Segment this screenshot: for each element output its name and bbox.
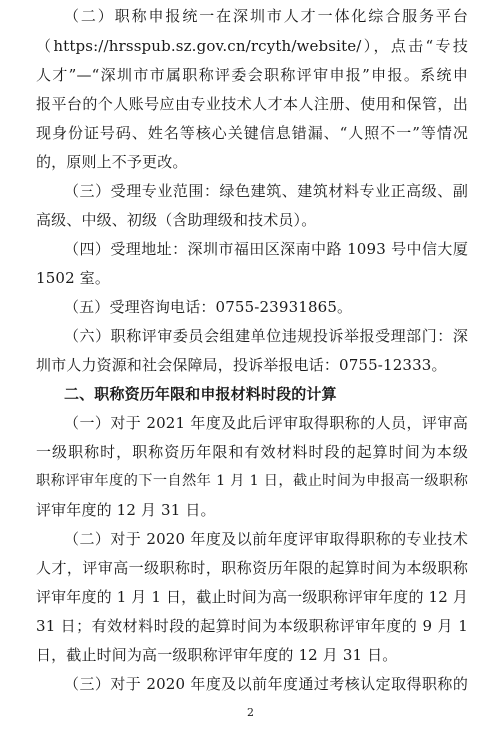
- paragraph-line: 人才，评审高一级职称时，职称资历年限的起算时间为本级职称: [36, 559, 468, 577]
- paragraph-line: 现身份证号码、姓名等核心关键信息错漏、“人照不一”等情况: [36, 124, 468, 142]
- paragraph-line: 高级、中级、初级（含助理级和技术员）。: [36, 211, 317, 229]
- paragraph-line: （四）受理地址：深圳市福田区深南中路 1093 号中信大厦: [64, 240, 468, 258]
- paragraph-line: （三）受理专业范围：绿色建筑、建筑材料专业正高级、副: [64, 182, 468, 200]
- paragraph-line: 的，原则上不予更改。: [36, 153, 188, 171]
- paragraph-line: 报平台的个人账号应由专业技术人才本人注册、使用和保管，出: [36, 95, 468, 113]
- section-heading: 二、职称资历年限和申报材料时段的计算: [64, 385, 337, 403]
- paragraph-line: （三）对于 2020 年度及以前年度通过考核认定取得职称的: [64, 675, 468, 693]
- paragraph-line: 评审年度的 12 月 31 日。: [36, 501, 216, 519]
- paragraph-line: 圳市人力资源和社会保障局，投诉举报电话：0755-12333。: [36, 356, 447, 374]
- paragraph-line: （一）对于 2021 年度及此后评审取得职称的人员，评审高: [64, 414, 468, 432]
- paragraph-line: 日，截止时间为高一级职称评审年度的 12 月 31 日。: [36, 646, 398, 664]
- paragraph-line: （二）对于 2020 年度及以前年度评审取得职称的专业技术: [64, 530, 468, 548]
- paragraph-line: （二）职称申报统一在深圳市人才一体化综合服务平台: [64, 7, 468, 25]
- paragraph-line: （六）职称评审委员会组建单位违规投诉举报受理部门：深: [64, 327, 468, 345]
- page-number: 2: [247, 706, 254, 719]
- paragraph-line: 1502 室。: [36, 269, 110, 287]
- paragraph-line: 评审年度的 1 月 1 日，截止时间为高一级职称评审年度的 12 月: [36, 588, 468, 606]
- paragraph-line: 31 日；有效材料时段的起算时间为本级职称评审年度的 9 月 1: [36, 617, 468, 635]
- paragraph-line: （五）受理咨询电话：0755-23931865。: [64, 298, 353, 316]
- paragraph-line: （https://hrsspub.sz.gov.cn/rcyth/website/），点击“专技: [36, 37, 468, 55]
- paragraph-line: 职称评审年度的下一自然年 1 月 1 日，截止时间为申报高一级职称: [36, 473, 468, 489]
- paragraph-line: 一级职称时，职称资历年限和有效材料时段的起算时间为本级: [36, 443, 468, 461]
- paragraph-line: 人才”—“深圳市市属职称评委会职称评审申报”申报。系统申: [36, 66, 468, 84]
